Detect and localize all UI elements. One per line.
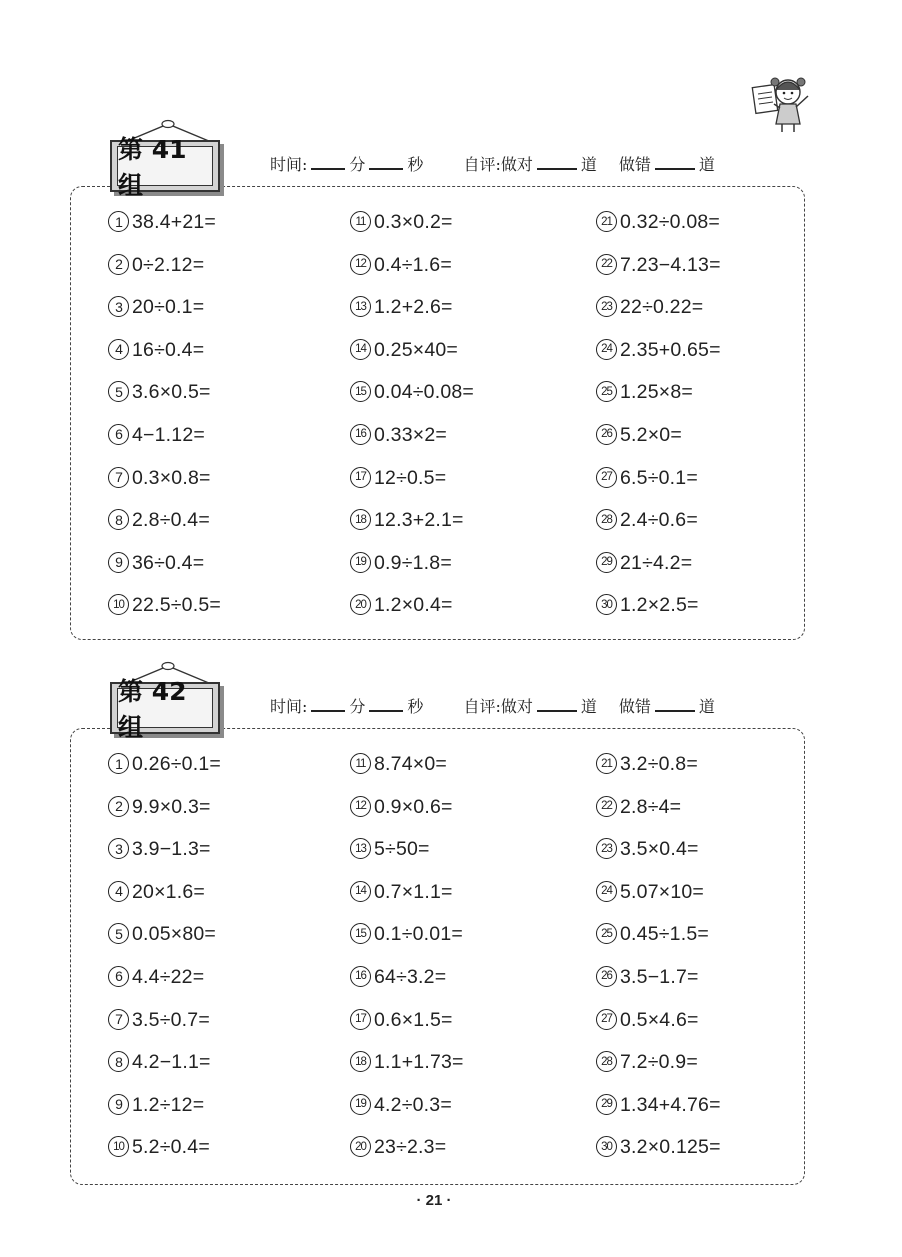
problem-expression: 0.26÷0.1= [132,753,221,775]
problem-expression: 0.5×4.6= [620,1008,699,1031]
score-line [270,694,715,717]
problem-number-badge: 26 [596,424,617,445]
problem-number-badge: 28 [596,1051,617,1072]
problem-item [108,339,221,382]
problem-expression: 21÷4.2= [620,551,693,574]
problem-item [596,1094,721,1137]
problem-number-badge: 17 [350,1009,371,1030]
seconds-blank[interactable] [369,154,403,170]
problem-number-badge: 12 [350,796,371,817]
page-number: · 21 · [416,1192,452,1209]
problem-item [108,881,221,924]
problem-expression: 1.2÷12= [132,1093,205,1116]
problem-expression: 5.2×0= [620,423,682,446]
problem-number-badge: 27 [596,1009,617,1030]
problem-number-badge: 7 [108,1009,129,1030]
problem-item [596,1136,721,1179]
problem-item [350,753,464,796]
problem-expression: 3.5×0.4= [620,838,699,861]
problem-item [108,254,221,297]
problem-expression: 7.23−4.13= [620,253,721,276]
problem-expression: 2.4÷0.6= [620,509,698,532]
exercise-group-41 [70,118,805,640]
group-title: 第 41 组 [117,146,213,186]
problem-item [596,1051,721,1094]
unit-label: 道 [580,697,597,716]
problem-item [596,753,721,796]
wrong-count-blank[interactable] [655,154,695,170]
problem-expression: 3.6×0.5= [132,381,211,404]
problem-expression: 0.6×1.5= [374,1008,453,1031]
problem-column [350,753,464,1179]
problem-number-badge: 5 [108,923,129,944]
problem-item [350,881,464,924]
problem-number-badge: 16 [350,966,371,987]
problem-expression: 0.25×40= [374,338,459,361]
problem-expression: 1.1+1.73= [374,1051,464,1074]
unit-label: 道 [580,155,597,174]
problem-expression: 0.45÷1.5= [620,923,709,946]
problem-number-badge: 2 [108,254,129,275]
problem-item [596,467,721,510]
problem-column [350,211,474,637]
problem-number-badge: 8 [108,1051,129,1072]
wrong-label: 做错 [618,155,651,174]
wrong-count-blank[interactable] [655,696,695,712]
score-line [270,152,715,175]
problem-expression: 2.8÷0.4= [132,509,210,532]
problem-number-badge: 17 [350,467,371,488]
problem-expression: 0.4÷1.6= [374,253,452,276]
problem-number-badge: 26 [596,966,617,987]
problem-item [108,211,221,254]
seconds-blank[interactable] [369,696,403,712]
problem-expression: 3.5−1.7= [620,965,699,988]
problem-column [596,211,721,637]
problem-expression: 1.2×0.4= [374,594,453,617]
problem-item [596,594,721,637]
problem-number-badge: 14 [350,339,371,360]
problem-number-badge: 29 [596,552,617,573]
problem-item [596,339,721,382]
problem-item [108,381,221,424]
problem-item [350,838,464,881]
problem-number-badge: 1 [108,211,129,232]
problem-item [108,424,221,467]
problem-expression: 0.32÷0.08= [620,211,720,233]
problem-item [350,211,474,254]
problem-expression: 4−1.12= [132,423,205,446]
problem-item [350,966,464,1009]
problem-number-badge: 6 [108,424,129,445]
problem-expression: 64÷3.2= [374,965,447,988]
problem-number-badge: 25 [596,923,617,944]
problem-expression: 4.2−1.1= [132,1051,211,1074]
problem-number-badge: 12 [350,254,371,275]
problem-number-badge: 11 [350,211,371,232]
problem-expression: 2.35+0.65= [620,338,721,361]
problem-expression: 5.07×10= [620,880,705,903]
second-label: 秒 [407,155,424,174]
problem-item [350,254,474,297]
problem-expression: 8.74×0= [374,753,447,775]
problem-expression: 0.33×2= [374,423,447,446]
problem-number-badge: 27 [596,467,617,488]
problem-item [108,1094,221,1137]
time-label: 时间: [270,155,308,174]
problem-number-badge: 4 [108,881,129,902]
problem-item [108,552,221,595]
wrong-label: 做错 [618,697,651,716]
problem-number-badge: 1 [108,753,129,774]
problem-expression: 16÷0.4= [132,338,205,361]
problem-number-badge: 10 [108,594,129,615]
minute-label: 分 [349,155,366,174]
problem-expression: 4.2÷0.3= [374,1093,452,1116]
problem-item [350,1136,464,1179]
problem-expression: 2.8÷4= [620,795,682,818]
problem-expression: 20×1.6= [132,880,205,903]
problem-expression: 12÷0.5= [374,466,447,489]
problem-number-badge: 20 [350,594,371,615]
problem-item [350,1009,464,1052]
problem-item [108,467,221,510]
problem-item [596,881,721,924]
problem-number-badge: 6 [108,966,129,987]
problem-item [108,1136,221,1179]
problem-number-badge: 9 [108,552,129,573]
problem-item [596,381,721,424]
problem-item [596,966,721,1009]
exercise-group-42 [70,660,805,1185]
problem-number-badge: 22 [596,796,617,817]
problem-item [596,838,721,881]
problem-number-badge: 21 [596,753,617,774]
problem-item [350,424,474,467]
problem-number-badge: 24 [596,339,617,360]
problem-expression: 3.5÷0.7= [132,1008,210,1031]
problem-expression: 0.04÷0.08= [374,381,474,404]
correct-count-blank[interactable] [537,696,577,712]
problem-expression: 0.7×1.1= [374,880,453,903]
problem-number-badge: 7 [108,467,129,488]
problem-expression: 0.3×0.2= [374,211,453,233]
problem-item [350,1094,464,1137]
problem-item [350,923,464,966]
problem-number-badge: 29 [596,1094,617,1115]
problem-expression: 22÷0.22= [620,296,704,319]
problem-expression: 6.5÷0.1= [620,466,698,489]
problem-expression: 1.2×2.5= [620,594,699,617]
minute-label: 分 [349,697,366,716]
problem-item [350,509,474,552]
problem-expression: 3.2×0.125= [620,1136,721,1159]
minutes-blank[interactable] [311,154,345,170]
problem-number-badge: 14 [350,881,371,902]
unit-label: 道 [698,697,715,716]
problem-item [108,509,221,552]
problem-expression: 12.3+2.1= [374,509,464,532]
problem-expression: 23÷2.3= [374,1136,447,1159]
problem-expression: 5÷50= [374,838,430,861]
problem-column [596,753,721,1179]
problem-number-badge: 11 [350,753,371,774]
problem-expression: 0÷2.12= [132,253,205,276]
problem-item [596,552,721,595]
problem-item [350,467,474,510]
problem-expression: 1.2+2.6= [374,296,453,319]
problem-number-badge: 24 [596,881,617,902]
problem-item [108,1051,221,1094]
problem-number-badge: 4 [108,339,129,360]
problem-expression: 22.5÷0.5= [132,594,221,617]
problem-expression: 7.2÷0.9= [620,1051,698,1074]
problem-item [108,838,221,881]
unit-label: 道 [698,155,715,174]
problem-number-badge: 10 [108,1136,129,1157]
problem-column [108,753,221,1179]
problem-item [596,211,721,254]
problem-item [108,796,221,839]
group-title-sign [106,660,228,742]
problem-item [108,753,221,796]
problem-expression: 9.9×0.3= [132,795,211,818]
problem-number-badge: 19 [350,1094,371,1115]
group-title-sign [106,118,228,200]
problem-item [350,296,474,339]
problem-number-badge: 9 [108,1094,129,1115]
problem-item [108,1009,221,1052]
problem-expression: 1.25×8= [620,381,693,404]
problem-expression: 1.34+4.76= [620,1093,721,1116]
problem-item [350,796,464,839]
time-label: 时间: [270,697,308,716]
problem-number-badge: 19 [350,552,371,573]
problem-item [350,1051,464,1094]
problem-expression: 3.9−1.3= [132,838,211,861]
problem-number-badge: 21 [596,211,617,232]
problem-number-badge: 23 [596,296,617,317]
problem-expression: 20÷0.1= [132,296,205,319]
correct-label: 自评:做对 [463,697,533,716]
correct-label: 自评:做对 [463,155,533,174]
problem-expression: 0.9÷1.8= [374,551,452,574]
problem-number-badge: 15 [350,381,371,402]
problem-number-badge: 23 [596,838,617,859]
problem-number-badge: 13 [350,296,371,317]
problem-number-badge: 8 [108,509,129,530]
problem-number-badge: 2 [108,796,129,817]
problem-expression: 0.1÷0.01= [374,923,463,946]
problem-number-badge: 30 [596,1136,617,1157]
problem-item [350,339,474,382]
problem-number-badge: 22 [596,254,617,275]
problem-number-badge: 3 [108,838,129,859]
problem-expression: 0.9×0.6= [374,795,453,818]
problem-expression: 5.2÷0.4= [132,1136,210,1159]
problem-item [596,509,721,552]
problem-number-badge: 15 [350,923,371,944]
problem-number-badge: 18 [350,1051,371,1072]
problem-number-badge: 18 [350,509,371,530]
problem-item [596,254,721,297]
problem-column [108,211,221,637]
problem-expression: 38.4+21= [132,211,217,233]
problem-number-badge: 13 [350,838,371,859]
problem-item [108,594,221,637]
minutes-blank[interactable] [311,696,345,712]
problem-item [108,923,221,966]
problem-expression: 36÷0.4= [132,551,205,574]
problem-expression: 3.2÷0.8= [620,753,698,775]
problem-item [596,923,721,966]
problem-item [596,424,721,467]
problem-expression: 0.05×80= [132,923,217,946]
problem-expression: 4.4÷22= [132,965,205,988]
problem-item [350,552,474,595]
problem-number-badge: 30 [596,594,617,615]
problem-number-badge: 28 [596,509,617,530]
problem-number-badge: 16 [350,424,371,445]
problem-item [108,966,221,1009]
problem-item [350,381,474,424]
problem-item [596,1009,721,1052]
problem-item [596,296,721,339]
problem-number-badge: 3 [108,296,129,317]
problem-number-badge: 5 [108,381,129,402]
problem-item [108,296,221,339]
problem-number-badge: 25 [596,381,617,402]
problem-item [596,796,721,839]
second-label: 秒 [407,697,424,716]
problem-expression: 0.3×0.8= [132,466,211,489]
problem-item [350,594,474,637]
correct-count-blank[interactable] [537,154,577,170]
group-title: 第 42 组 [117,688,213,728]
problem-number-badge: 20 [350,1136,371,1157]
